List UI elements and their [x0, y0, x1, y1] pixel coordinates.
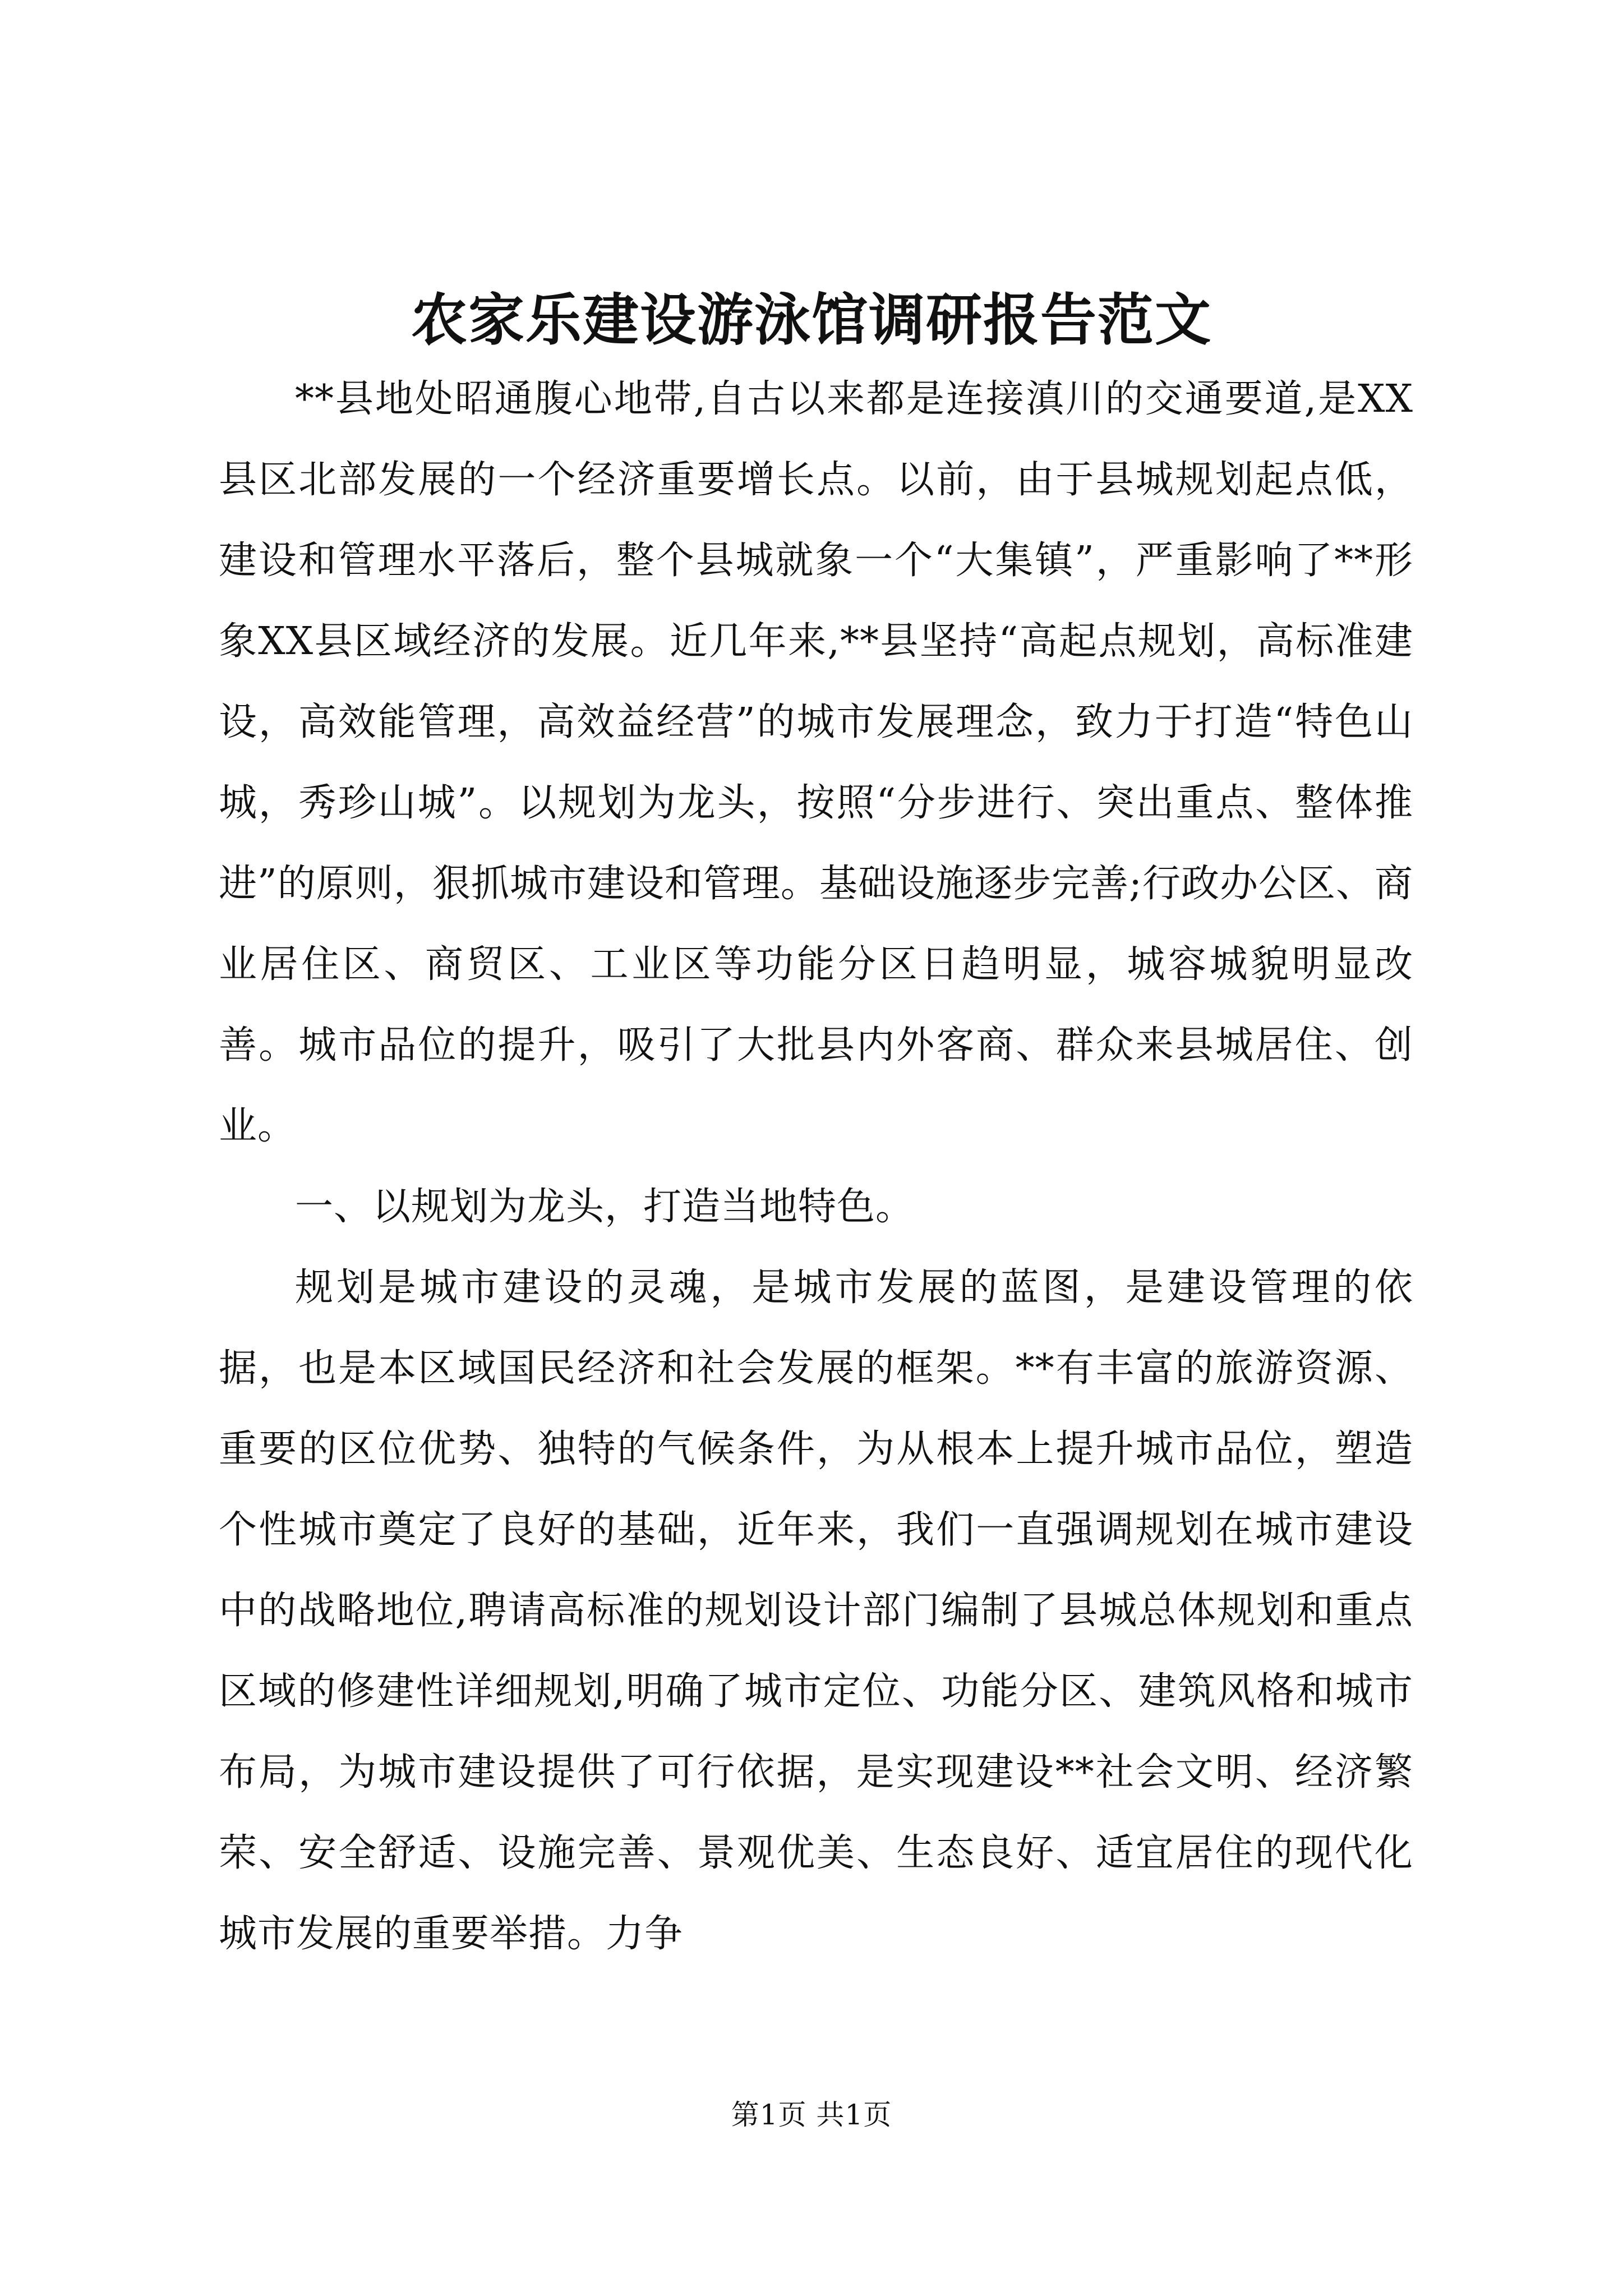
- document-body: [219, 359, 1413, 1975]
- planning-paragraph: 规划是城市建设的灵魂，是城市发展的蓝图，是建设管理的依据，也是本区域国民经济和社会发展的框架。**有丰富的旅游资源、重要的区位优势、独特的气候条件，为从根本上提升城市品位，塑造个性城市奠定了良好的基础，近年来，我们一直强调规划在城市建设中的战略地位,聘请高标准的规划设计部门编制了县城总体规划和重点区域的修建性详细规划,明确了城市定位、功能分区、建筑风格和城市布局，为城市建设提供了可行依据，是实现建设**社会文明、经济繁荣、安全舒适、设施完善、景观优美、生态良好、适宜居住的现代化城市发展的重要举措。力争: [219, 1266, 1413, 1956]
- intro-paragraph: **县地处昭通腹心地带,自古以来都是连接滇川的交通要道,是XX县区北部发展的一个经济重要增长点。以前，由于县城规划起点低，建设和管理水平落后，整个县城就象一个“大集镇”，严重影响了**形象XX县区域经济的发展。近几年来,**县坚持“高起点规划，高标准建设，高效能管理，高效益经营”的城市发展理念，致力于打造“特色山城，秀珍山城”。以规划为龙头，按照“分步进行、突出重点、整体推进”的原则，狠抓城市建设和管理。基础设施逐步完善;行政办公区、商业居住区、商贸区、工业区等功能分区日趋明显，城容城貌明显改善。城市品位的提升，吸引了大批县内外客商、群众来县城居住、创业。: [219, 377, 1413, 1148]
- page-footer: 第1页 共1页: [731, 2099, 892, 2131]
- document-title: 农家乐建设游泳馆调研报告范文: [411, 287, 1212, 353]
- section-heading: 一、以规划为龙头，打造当地特色。: [295, 1185, 915, 1229]
